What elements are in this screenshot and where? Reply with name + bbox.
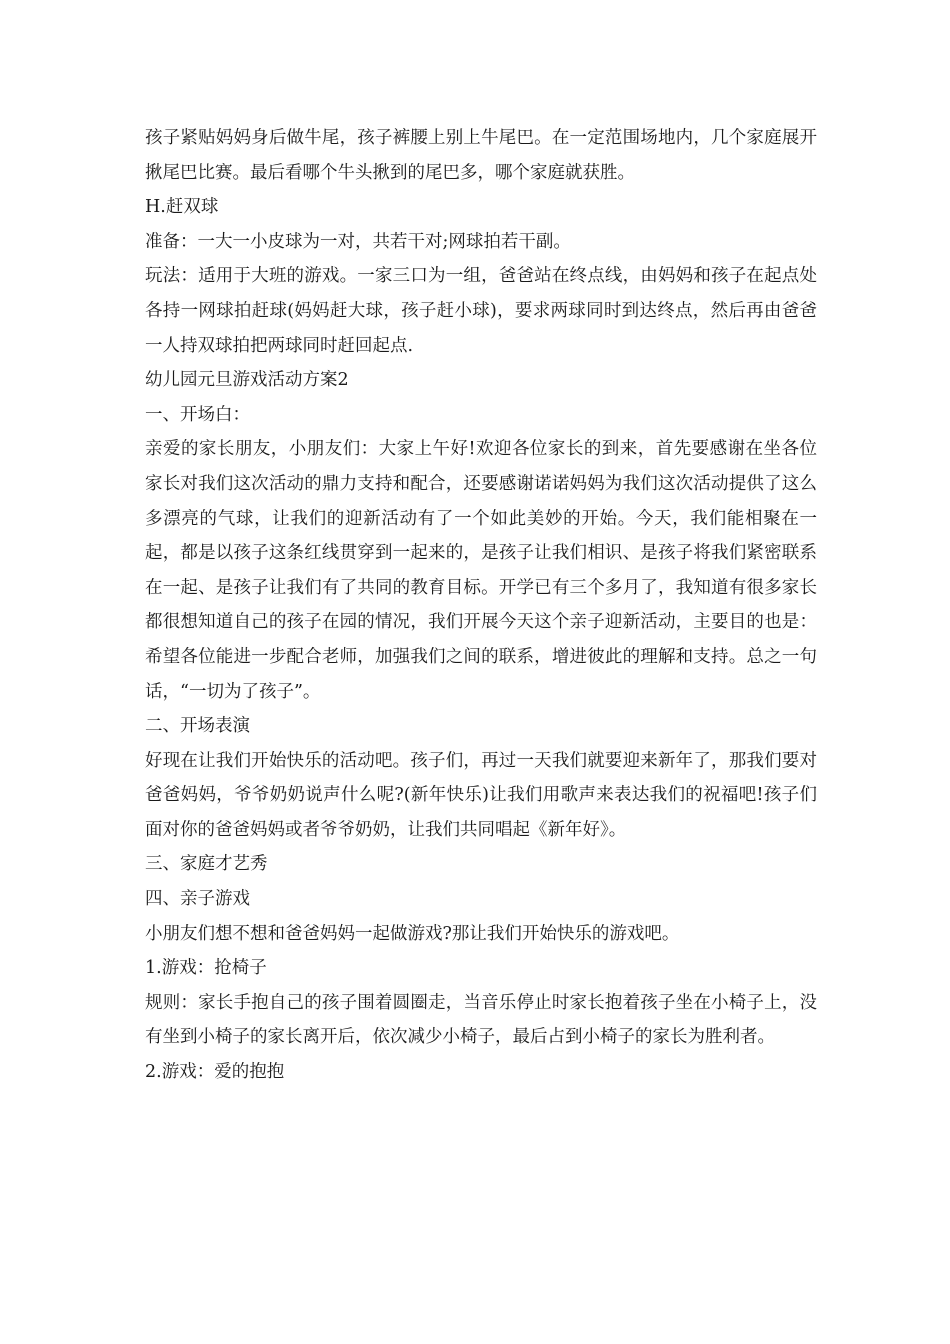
heading-family-talent-show: 三、家庭才艺秀 — [145, 854, 268, 875]
paragraph-opening-speech: 亲爱的家长朋友，小朋友们：大家上午好!欢迎各位家长的到来，首先要感谢在坐各位家长对我们这次活动的鼎力支持和配合，还要感谢诺诺妈妈为我们这次活动提供了这么多漂亮的气球，让我们的迎新活动有了一个如此美妙的开始。今天，我们能相聚在一起，都是以孩子这条红线贯穿到一起来的，是孩子让我们相识、是孩子将我们紧密联系在一起、是孩子让我们有了共同的教育目标。开学已有三个多月了，我知道有很多家长都很想知道自己的孩子在园的情况，我们开展今天这个亲子迎新活动，主要目的也是：希望各位能进一步配合老师，加强我们之间的联系，增进彼此的理解和支持。总之一句话，“一切为了孩子”。 — [145, 439, 817, 702]
heading-parent-child-games: 四、亲子游戏 — [145, 889, 250, 910]
heading-double-ball: H.赶双球 — [145, 197, 219, 218]
paragraph-opening-performance: 好现在让我们开始快乐的活动吧。孩子们，再过一天我们就要迎来新年了，那我们要对爸爸妈妈，爷爷奶奶说声什么呢?(新年快乐)让我们用歌声来表达我们的祝福吧!孩子们面对你的爸爸妈妈或者爷爷奶奶，让我们共同唱起《新年好》。 — [145, 750, 817, 840]
paragraph-gameplay: 玩法：适用于大班的游戏。一家三口为一组，爸爸站在终点线，由妈妈和孩子在起点处各持一网球拍赶球(妈妈赶大球，孩子赶小球)，要求两球同时到达终点，然后再由爸爸一人持双球拍把两球同时赶回起点. — [145, 266, 817, 356]
heading-opening-speech: 一、开场白： — [145, 404, 250, 425]
paragraph-preparation: 准备：一大一小皮球为一对，共若干对;网球拍若干副。 — [145, 231, 571, 252]
section-title-plan-2: 幼儿园元旦游戏活动方案2 — [145, 370, 349, 391]
heading-game-love-hug: 2.游戏：爱的抱抱 — [145, 1062, 285, 1083]
heading-game-musical-chairs: 1.游戏：抢椅子 — [145, 958, 267, 979]
paragraph-musical-chairs-rules: 规则：家长手抱自己的孩子围着圆圈走，当音乐停止时家长抱着孩子坐在小椅子上，没有坐到小椅子的家长离开后，依次减少小椅子，最后占到小椅子的家长为胜利者。 — [145, 992, 817, 1048]
heading-opening-performance: 二、开场表演 — [145, 716, 250, 737]
paragraph-games-intro: 小朋友们想不想和爸爸妈妈一起做游戏?那让我们开始快乐的游戏吧。 — [145, 923, 680, 944]
paragraph-ox-tail-rules: 孩子紧贴妈妈身后做牛尾，孩子裤腰上别上牛尾巴。在一定范围场地内，几个家庭展开揪尾巴比赛。最后看哪个牛头揪到的尾巴多，哪个家庭就获胜。 — [145, 128, 817, 183]
document-body — [145, 121, 817, 1090]
